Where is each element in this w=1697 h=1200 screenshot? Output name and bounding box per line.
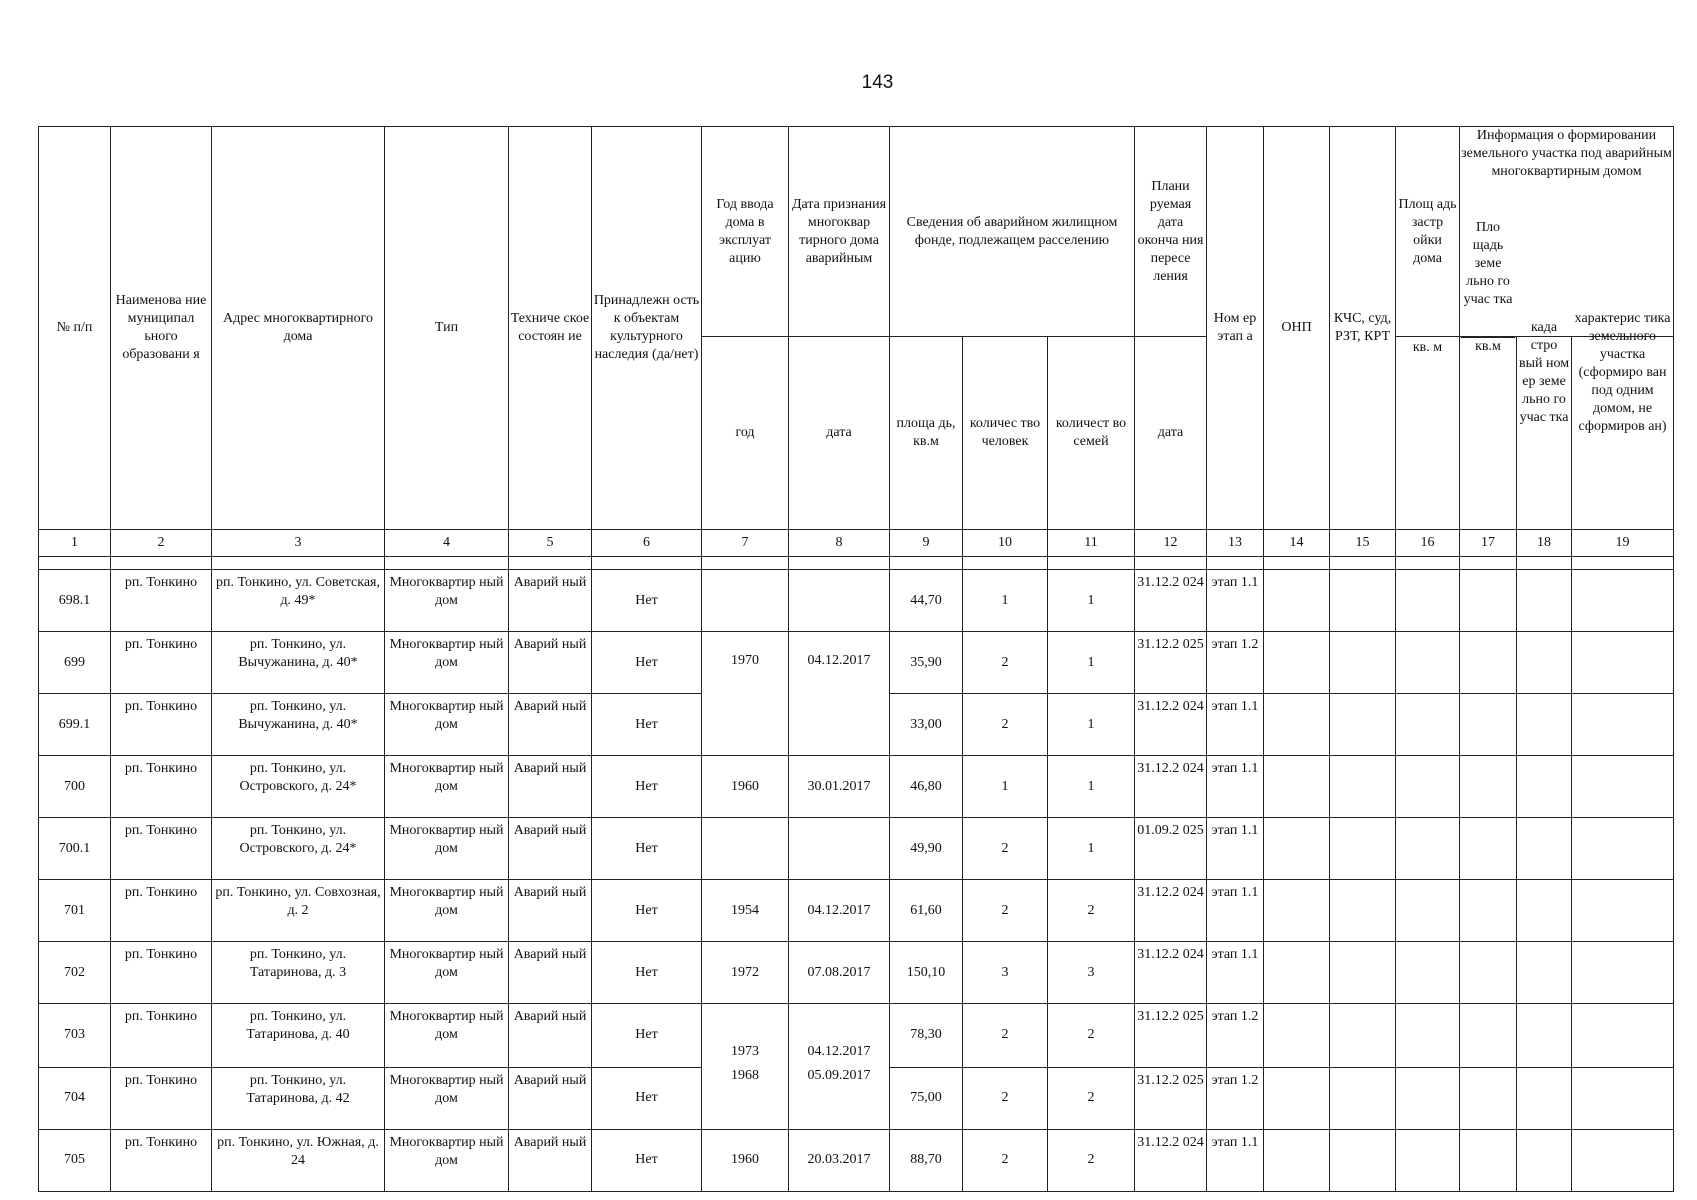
- table-row: [39, 1067, 1674, 1129]
- cell-type: Многоквартир ный дом: [385, 880, 509, 942]
- cell-area: 61,60: [890, 880, 963, 942]
- cell-year: 1954: [702, 880, 789, 942]
- cell-planned-date: 31.12.2 024: [1135, 570, 1207, 632]
- cell-families: 1: [1048, 632, 1135, 694]
- cell-stage: этап 1.1: [1207, 818, 1264, 880]
- cell-people: 2: [963, 1129, 1048, 1191]
- cell-area: 35,90: [890, 632, 963, 694]
- cell-heritage: Нет: [592, 942, 702, 1004]
- cell-number: 700: [39, 756, 111, 818]
- cell-type: Многоквартир ный дом: [385, 756, 509, 818]
- cell-planned-date: 31.12.2 025: [1135, 632, 1207, 694]
- header-land-area-label: Пло щадь земе льно го учас тка: [1461, 219, 1515, 338]
- cell-people: 1: [963, 756, 1048, 818]
- cell-state: Аварий ный: [509, 1129, 592, 1191]
- column-number: 6: [592, 530, 702, 557]
- cell-date: 07.08.2017: [789, 942, 890, 1004]
- column-number: 16: [1396, 530, 1460, 557]
- cell-state: Аварий ный: [509, 756, 592, 818]
- cell-state: Аварий ный: [509, 880, 592, 942]
- cell-municipality: рп. Тонкино: [111, 570, 212, 632]
- header-number: № п/п: [39, 127, 111, 530]
- cell-stage: этап 1.1: [1207, 1129, 1264, 1191]
- column-number: 9: [890, 530, 963, 557]
- subheader-planned-date: дата: [1135, 337, 1207, 530]
- column-number: 11: [1048, 530, 1135, 557]
- cell-type: Многоквартир ный дом: [385, 694, 509, 756]
- cell-people: 2: [963, 1067, 1048, 1129]
- table-row: [39, 880, 1674, 942]
- emergency-housing-table: [38, 126, 1674, 1192]
- cell-year: 1970: [702, 632, 789, 756]
- cell-heritage: Нет: [592, 570, 702, 632]
- table-row: [39, 1129, 1674, 1191]
- cell-municipality: рп. Тонкино: [111, 1004, 212, 1068]
- header-land-characteristics: характерис тика земельного участка (сформиро ван под одним домом, не сформиров ан): [1572, 277, 1674, 470]
- table-row: [39, 756, 1674, 818]
- cell-area: 49,90: [890, 818, 963, 880]
- header-stage: Ном ер этап а: [1207, 127, 1264, 530]
- cell-stage: этап 1.1: [1207, 880, 1264, 942]
- cell-year: 1960: [702, 1129, 789, 1191]
- cell-address: рп. Тонкино, ул. Островского, д. 24*: [212, 756, 385, 818]
- header-municipality: Наименова ние муниципал ьного образовани я: [111, 127, 212, 530]
- column-number: 5: [509, 530, 592, 557]
- cell-municipality: рп. Тонкино: [111, 880, 212, 942]
- cell-date: 05.09.2017: [789, 1067, 890, 1129]
- cell-people: 3: [963, 942, 1048, 1004]
- header-kchs: КЧС, суд, РЗТ, КРТ: [1330, 127, 1396, 530]
- cell-number: 704: [39, 1067, 111, 1129]
- header-planned-date: Плани руемая дата оконча ния пересе ления: [1135, 127, 1207, 337]
- cell-year: 1960: [702, 756, 789, 818]
- cell-heritage: Нет: [592, 694, 702, 756]
- header-emergency-date: Дата признания многоквар тирного дома аварийным: [789, 127, 890, 337]
- cell-type: Многоквартир ный дом: [385, 1004, 509, 1068]
- cell-date: [789, 570, 890, 632]
- cell-address: рп. Тонкино, ул. Совхозная, д. 2: [212, 880, 385, 942]
- cell-year: 1973: [702, 1004, 789, 1068]
- cell-municipality: рп. Тонкино: [111, 1129, 212, 1191]
- header-housing-info: Сведения об аварийном жилищном фонде, подлежащем расселению: [890, 127, 1135, 337]
- header-address: Адрес многоквартирного дома: [212, 127, 385, 530]
- cell-heritage: Нет: [592, 756, 702, 818]
- column-number: 15: [1330, 530, 1396, 557]
- table-row: [39, 632, 1674, 694]
- cell-type: Многоквартир ный дом: [385, 818, 509, 880]
- cell-planned-date: 31.12.2 024: [1135, 1129, 1207, 1191]
- cell-planned-date: 31.12.2 024: [1135, 694, 1207, 756]
- cell-address: рп. Тонкино, ул. Вычужанина, д. 40*: [212, 694, 385, 756]
- subheader-families: количест во семей: [1048, 337, 1135, 530]
- cell-families: 3: [1048, 942, 1135, 1004]
- cell-state: Аварий ный: [509, 818, 592, 880]
- cell-area: 33,00: [890, 694, 963, 756]
- cell-area: 46,80: [890, 756, 963, 818]
- header-land-area: [1460, 217, 1517, 410]
- cell-stage: этап 1.1: [1207, 694, 1264, 756]
- cell-people: 2: [963, 1004, 1048, 1068]
- cell-planned-date: 31.12.2 024: [1135, 880, 1207, 942]
- column-number: 18: [1517, 530, 1572, 557]
- cell-number: 703: [39, 1004, 111, 1068]
- cell-type: Многоквартир ный дом: [385, 1129, 509, 1191]
- cell-people: 2: [963, 818, 1048, 880]
- cell-date: 04.12.2017: [789, 1004, 890, 1068]
- column-number: 8: [789, 530, 890, 557]
- spacer-row: [39, 557, 1674, 570]
- column-number: 7: [702, 530, 789, 557]
- column-number: 14: [1264, 530, 1330, 557]
- cell-area: 88,70: [890, 1129, 963, 1191]
- cell-people: 1: [963, 570, 1048, 632]
- subheader-year: год: [702, 337, 789, 530]
- cell-state: Аварий ный: [509, 942, 592, 1004]
- cell-heritage: Нет: [592, 1129, 702, 1191]
- cell-address: рп. Тонкино, ул. Татаринова, д. 42: [212, 1067, 385, 1129]
- subheader-people: количес тво человек: [963, 337, 1048, 530]
- cell-year: 1968: [702, 1067, 789, 1129]
- column-number: 10: [963, 530, 1048, 557]
- column-number: 2: [111, 530, 212, 557]
- column-number: 17: [1460, 530, 1517, 557]
- cell-state: Аварий ный: [509, 570, 592, 632]
- header-tech-state: Техниче ское состоян ие: [509, 127, 592, 530]
- cell-number: 705: [39, 1129, 111, 1191]
- header-land-info: Информация о формировании земельного участка под аварийным многоквартирным домом: [1460, 127, 1674, 337]
- cell-number: 701: [39, 880, 111, 942]
- cell-state: Аварий ный: [509, 632, 592, 694]
- table-row: [39, 818, 1674, 880]
- cell-date: 30.01.2017: [789, 756, 890, 818]
- cell-address: рп. Тонкино, ул. Советская, д. 49*: [212, 570, 385, 632]
- cell-stage: этап 1.1: [1207, 942, 1264, 1004]
- cell-heritage: Нет: [592, 880, 702, 942]
- cell-families: 2: [1048, 1004, 1135, 1068]
- cell-people: 2: [963, 880, 1048, 942]
- column-number: 3: [212, 530, 385, 557]
- cell-people: 2: [963, 632, 1048, 694]
- column-number: 13: [1207, 530, 1264, 557]
- cell-families: 1: [1048, 756, 1135, 818]
- cell-area: 150,10: [890, 942, 963, 1004]
- cell-state: Аварий ный: [509, 1067, 592, 1129]
- cell-date: 04.12.2017: [789, 880, 890, 942]
- cell-planned-date: 31.12.2 025: [1135, 1067, 1207, 1129]
- cell-municipality: рп. Тонкино: [111, 694, 212, 756]
- cell-type: Многоквартир ный дом: [385, 942, 509, 1004]
- cell-families: 1: [1048, 570, 1135, 632]
- cell-address: рп. Тонкино, ул. Татаринова, д. 40: [212, 1004, 385, 1068]
- cell-date: [789, 818, 890, 880]
- cell-stage: этап 1.2: [1207, 632, 1264, 694]
- cell-families: 1: [1048, 818, 1135, 880]
- cell-families: 2: [1048, 1129, 1135, 1191]
- cell-heritage: Нет: [592, 1004, 702, 1068]
- column-number-row: [39, 530, 1674, 557]
- cell-area: 44,70: [890, 570, 963, 632]
- column-number: 12: [1135, 530, 1207, 557]
- cell-year: [702, 570, 789, 632]
- table-row: [39, 570, 1674, 632]
- cell-number: 699: [39, 632, 111, 694]
- header-cadastral-number: када стро вый ном ер земе льно го учас тка: [1517, 277, 1572, 470]
- cell-state: Аварий ный: [509, 1004, 592, 1068]
- cell-people: 2: [963, 694, 1048, 756]
- subheader-date: дата: [789, 337, 890, 530]
- cell-type: Многоквартир ный дом: [385, 632, 509, 694]
- table-row: [39, 1004, 1674, 1068]
- column-number: 19: [1572, 530, 1674, 557]
- cell-families: 2: [1048, 880, 1135, 942]
- table-row: [39, 942, 1674, 1004]
- cell-date: 20.03.2017: [789, 1129, 890, 1191]
- cell-municipality: рп. Тонкино: [111, 942, 212, 1004]
- cell-date: 04.12.2017: [789, 632, 890, 756]
- cell-planned-date: 31.12.2 024: [1135, 756, 1207, 818]
- cell-address: рп. Тонкино, ул. Островского, д. 24*: [212, 818, 385, 880]
- header-onp: ОНП: [1264, 127, 1330, 530]
- header-built-area: Площ адь застр ойки дома: [1396, 127, 1460, 337]
- cell-municipality: рп. Тонкино: [111, 632, 212, 694]
- cell-families: 2: [1048, 1067, 1135, 1129]
- cell-stage: этап 1.2: [1207, 1004, 1264, 1068]
- column-number: 4: [385, 530, 509, 557]
- cell-planned-date: 31.12.2 024: [1135, 942, 1207, 1004]
- cell-number: 699.1: [39, 694, 111, 756]
- unit-built-area: кв. м: [1396, 337, 1460, 530]
- column-number: 1: [39, 530, 111, 557]
- cell-municipality: рп. Тонкино: [111, 1067, 212, 1129]
- cell-area: 78,30: [890, 1004, 963, 1068]
- header-year-commissioned: Год ввода дома в эксплуат ацию: [702, 127, 789, 337]
- cell-year: [702, 818, 789, 880]
- cell-address: рп. Тонкино, ул. Вычужанина, д. 40*: [212, 632, 385, 694]
- cell-heritage: Нет: [592, 1067, 702, 1129]
- cell-heritage: Нет: [592, 818, 702, 880]
- cell-planned-date: 31.12.2 025: [1135, 1004, 1207, 1068]
- cell-municipality: рп. Тонкино: [111, 818, 212, 880]
- cell-state: Аварий ный: [509, 694, 592, 756]
- cell-number: 700.1: [39, 818, 111, 880]
- header-heritage: Принадлежн ость к объектам культурного наследия (да/нет): [592, 127, 702, 530]
- cell-area: 75,00: [890, 1067, 963, 1129]
- page-number: 143: [861, 72, 894, 93]
- cell-number: 702: [39, 942, 111, 1004]
- cell-type: Многоквартир ный дом: [385, 570, 509, 632]
- cell-number: 698.1: [39, 570, 111, 632]
- cell-stage: этап 1.2: [1207, 1067, 1264, 1129]
- cell-stage: этап 1.1: [1207, 570, 1264, 632]
- cell-address: рп. Тонкино, ул. Южная, д. 24: [212, 1129, 385, 1191]
- header-type: Тип: [385, 127, 509, 530]
- cell-planned-date: 01.09.2 025: [1135, 818, 1207, 880]
- cell-type: Многоквартир ный дом: [385, 1067, 509, 1129]
- cell-year: 1972: [702, 942, 789, 1004]
- cell-families: 1: [1048, 694, 1135, 756]
- cell-heritage: Нет: [592, 632, 702, 694]
- cell-stage: этап 1.1: [1207, 756, 1264, 818]
- cell-municipality: рп. Тонкино: [111, 756, 212, 818]
- unit-land-area: кв.м: [1475, 339, 1501, 354]
- subheader-area: площа дь, кв.м: [890, 337, 963, 530]
- cell-address: рп. Тонкино, ул. Татаринова, д. 3: [212, 942, 385, 1004]
